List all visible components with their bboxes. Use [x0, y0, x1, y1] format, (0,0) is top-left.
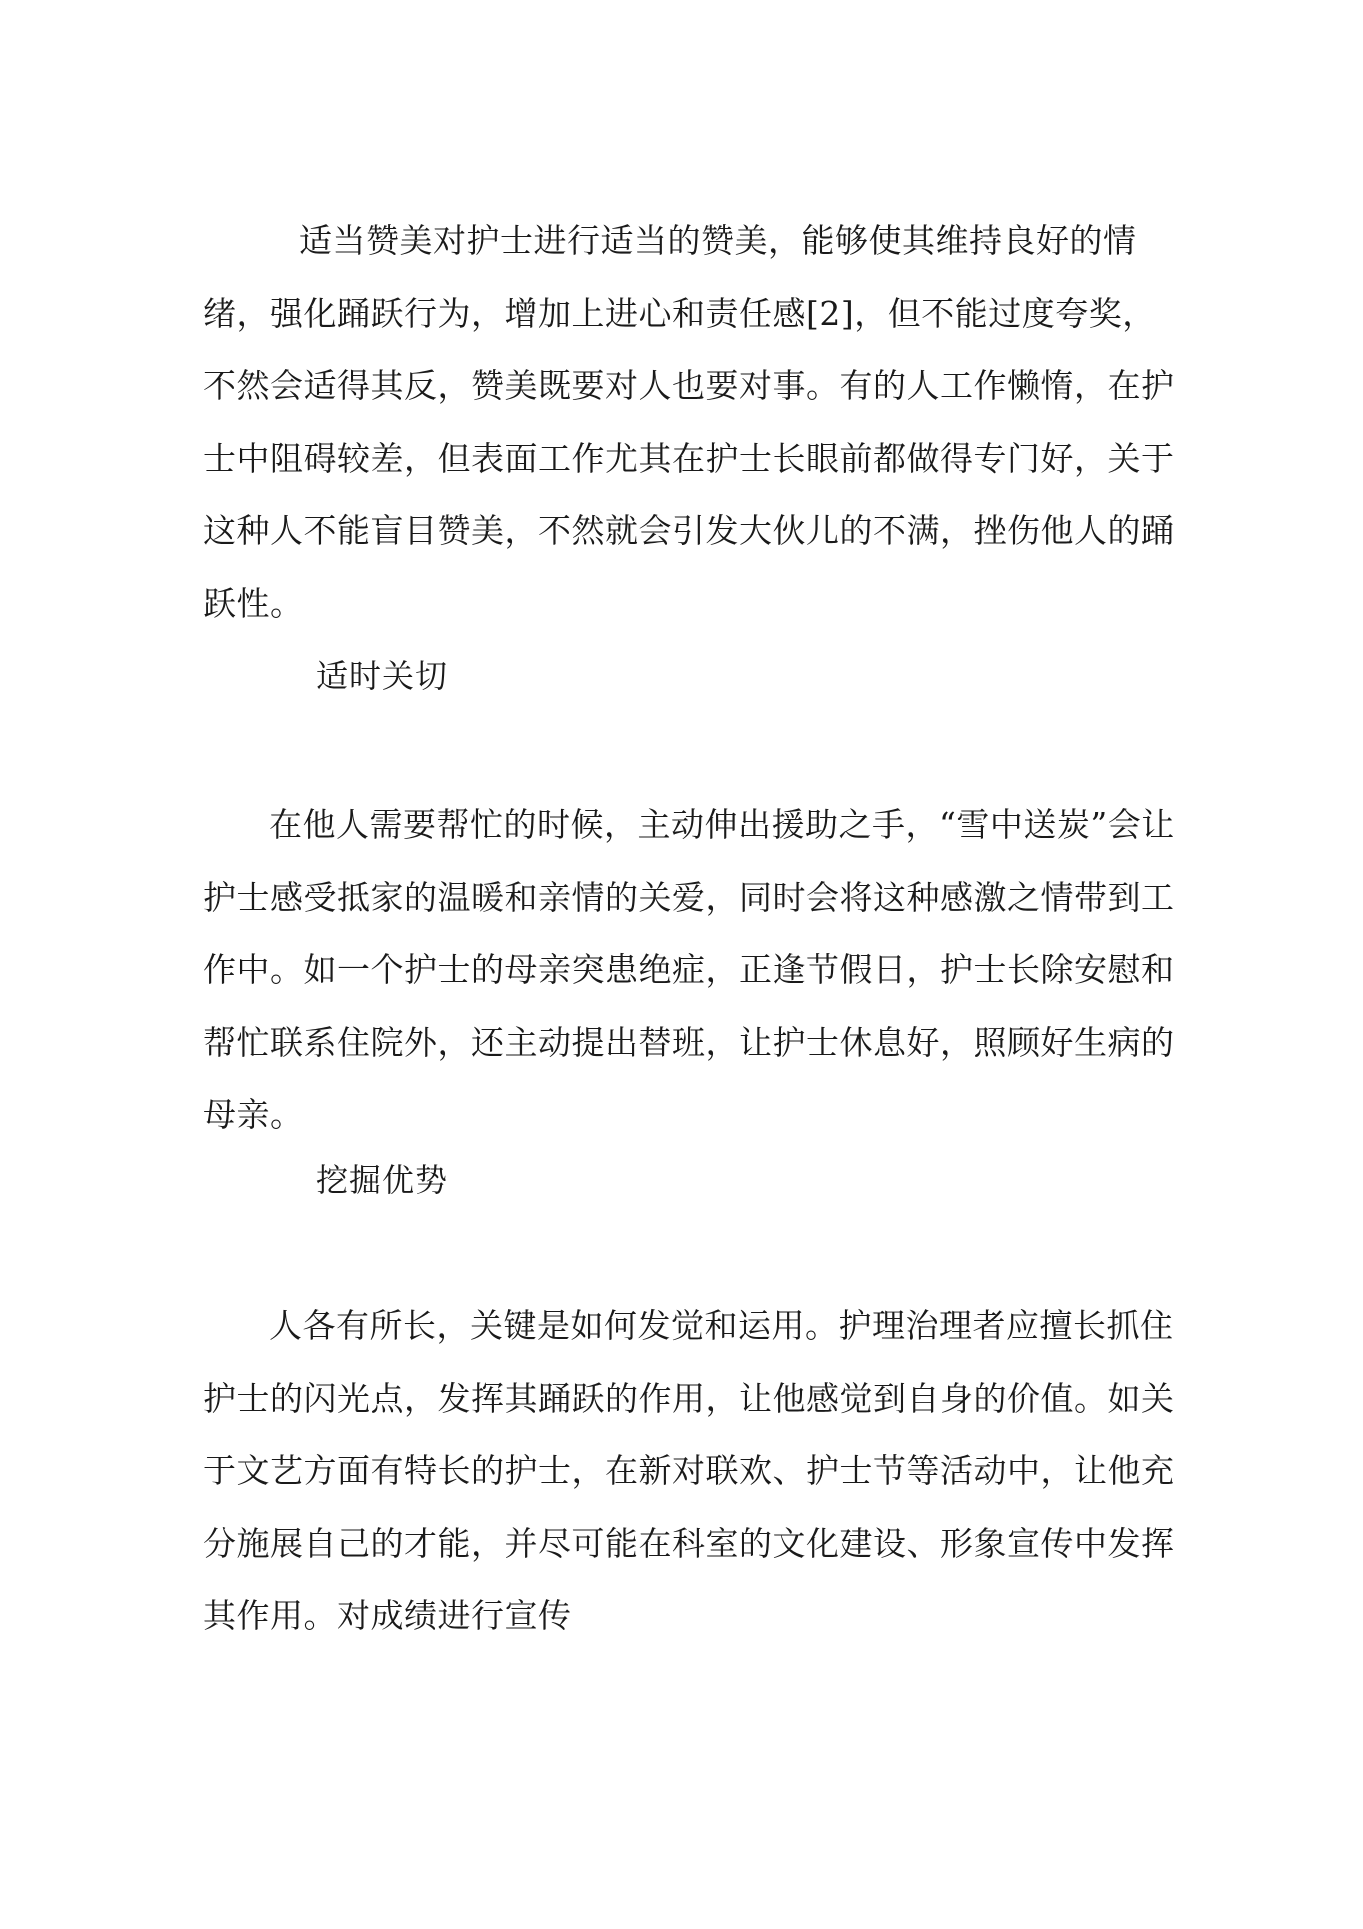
paragraph-praise: 适当赞美对护士进行适当的赞美，能够使其维持良好的情绪，强化踊跃行为，增加上进心和责任感[2]，但不能过度夸奖，不然会适得其反，赞美既要对人也要对事。有的人工作懒惰，在护士中阻碍较差，但表面工作尤其在护士长眼前都做得专门好，关于这种人不能盲目赞美，不然就会引发大伙儿的不满，挫伤他人的踊跃性。: [203, 221, 1175, 623]
paragraph-timely-care: 在他人需要帮忙的时候，主动伸出援助之手，“雪中送炭”会让护士感受抵家的温暖和亲情的关爱，同时会将这种感激之情带到工作中。如一个护士的母亲突患绝症，正逢节假日，护士长除安慰和帮忙联系住院外，还主动提出替班，让护士休息好，照顾好生病的母亲。: [203, 805, 1175, 1134]
section-heading-timely-care: 适时关切: [316, 657, 449, 695]
section-heading-tap-strengths: 挖掘优势: [316, 1161, 449, 1199]
paragraph-tap-strengths: 人各有所长，关键是如何发觉和运用。护理治理者应擅长抓住护士的闪光点，发挥其踊跃的作用，让他感觉到自身的价值。如关于文艺方面有特长的护士，在新对联欢、护士节等活动中，让他充分施展自己的才能，并尽可能在科室的文化建设、形象宣传中发挥其作用。对成绩进行宣传: [203, 1306, 1175, 1635]
